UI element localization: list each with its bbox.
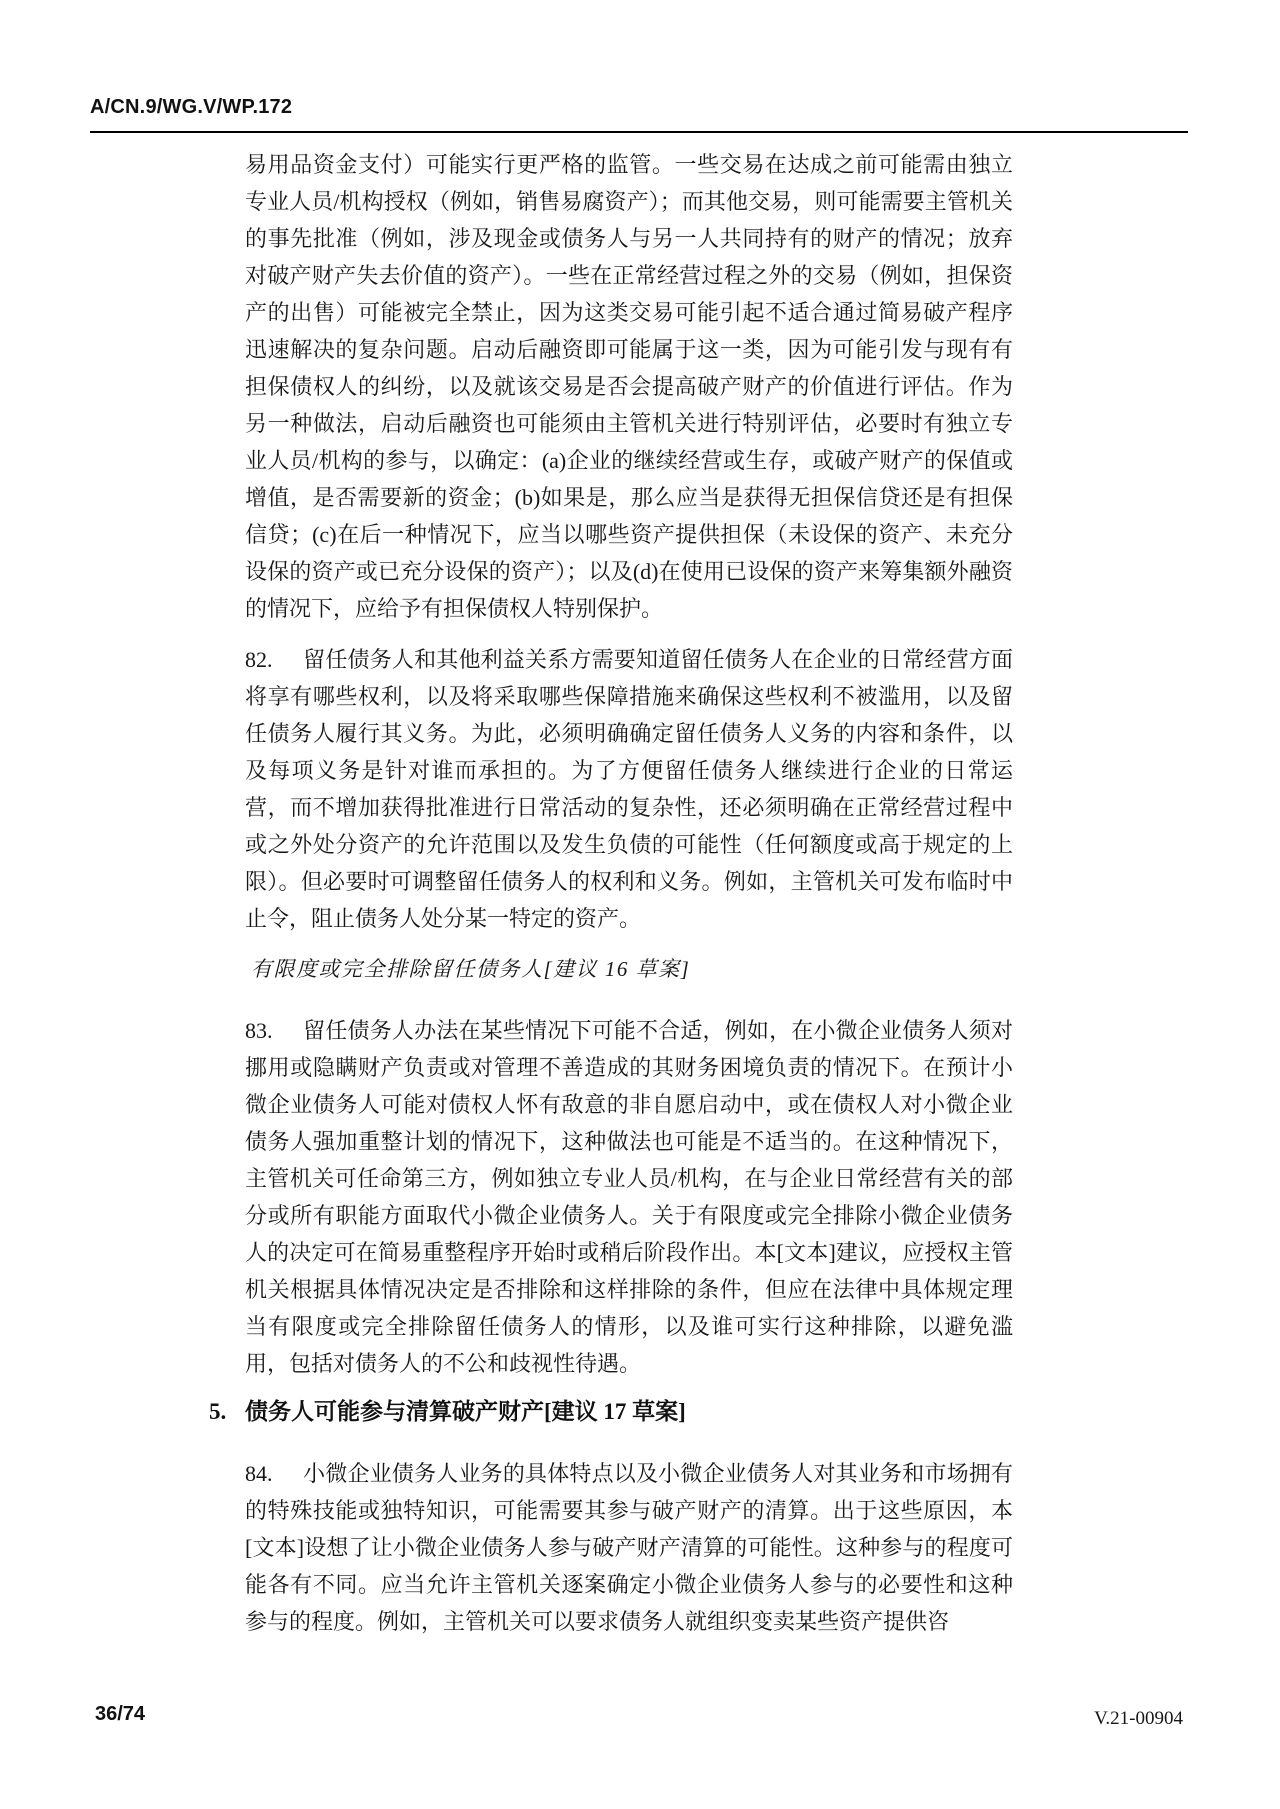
document-body bbox=[209, 146, 1013, 1654]
section-5-heading bbox=[209, 1396, 1013, 1427]
paragraph-84-number: 84. bbox=[245, 1461, 273, 1486]
section-5-title: 债务人可能参与清算破产财产[建议 17 草案] bbox=[245, 1399, 686, 1424]
header-rule bbox=[90, 131, 1188, 133]
paragraph-81-continuation: 易用品资金支付）可能实行更严格的监管。一些交易在达成之前可能需由独立专业人员/机构授权（例如，销售易腐资产）；而其他交易，则可能需要主管机关的事先批准（例如，涉及现金或债务人与另一人共同持有的财产的情况；放弃对破产财产失去价值的资产）。一些在正常经营过程之外的交易（例如，担保资产的出售）可能被完全禁止，因为这类交易可能引起不适合通过简易破产程序迅速解决的复杂问题。启动后融资即可能属于这一类，因为可能引发与现有有担保债权人的纠纷，以及就该交易是否会提高破产财产的价值进行评估。作为另一种做法，启动后融资也可能须由主管机关进行特别评估，必要时有独立专业人员/机构的参与，以确定：(a)企业的继续经营或生存，或破产财产的保值或增值，是否需要新的资金；(b)如果是，那么应当是获得无担保信贷还是有担保信贷；(c)在后一种情况下，应当以哪些资产提供担保（未设保的资产、未充分设保的资产或已充分设保的资产）；以及(d)在使用已设保的资产来筹集额外融资的情况下，应给予有担保债权人特别保护。 bbox=[245, 152, 1013, 621]
paragraph-82 bbox=[245, 641, 1013, 937]
page-number: 36/74 bbox=[95, 1703, 146, 1725]
paragraph-84 bbox=[245, 1455, 1013, 1640]
subheading-recommendation-16: 有限度或完全排除留任债务人[建议 16 草案] bbox=[251, 957, 691, 981]
document-symbol: A/CN.9/WG.V/WP.172 bbox=[90, 96, 293, 118]
paragraph-83-number: 83. bbox=[245, 1018, 273, 1043]
section-5-number: 5. bbox=[209, 1399, 227, 1424]
paragraph-82-number: 82. bbox=[245, 647, 273, 672]
paragraph-82-text: 留任债务人和其他利益关系方需要知道留任债务人在企业的日常经营方面将享有哪些权利，以及将采取哪些保障措施来确保这些权利不被滥用，以及留任债务人履行其义务。为此，必须明确确定留任债务人义务的内容和条件，以及每项义务是针对谁而承担的。为了方便留任债务人继续进行企业的日常运营，而不增加获得批准进行日常活动的复杂性，还必须明确在正常经营过程中或之外处分资产的允许范围以及发生负债的可能性（任何额度或高于规定的上限）。但必要时可调整留任债务人的权利和义务。例如，主管机关可发布临时中止令，阻止债务人处分某一特定的资产。 bbox=[245, 647, 1013, 931]
paragraph-83 bbox=[245, 1012, 1013, 1382]
paragraph-84-text: 小微企业债务人业务的具体特点以及小微企业债务人对其业务和市场拥有的特殊技能或独特知识，可能需要其参与破产财产的清算。出于这些原因，本[文本]设想了让小微企业债务人参与破产财产清算的可能性。这种参与的程度可能各有不同。应当允许主管机关逐案确定小微企业债务人参与的必要性和这种参与的程度。例如，主管机关可以要求债务人就组织变卖某些资产提供咨 bbox=[245, 1461, 1013, 1634]
document-reference: V.21-00904 bbox=[1094, 1708, 1183, 1729]
paragraph-83-text: 留任债务人办法在某些情况下可能不合适，例如，在小微企业债务人须对挪用或隐瞒财产负责或对管理不善造成的其财务困境负责的情况下。在预计小微企业债务人可能对债权人怀有敌意的非自愿启动中，或在债权人对小微企业债务人强加重整计划的情况下，这种做法也可能是不适当的。在这种情况下，主管机关可任命第三方，例如独立专业人员/机构，在与企业日常经营有关的部分或所有职能方面取代小微企业债务人。关于有限度或完全排除小微企业债务人的决定可在简易重整程序开始时或稍后阶段作出。本[文本]建议，应授权主管机关根据具体情况决定是否排除和这样排除的条件，但应在法律中具体规定理当有限度或完全排除留任债务人的情形，以及谁可实行这种排除，以避免滥用，包括对债务人的不公和歧视性待遇。 bbox=[245, 1018, 1013, 1376]
